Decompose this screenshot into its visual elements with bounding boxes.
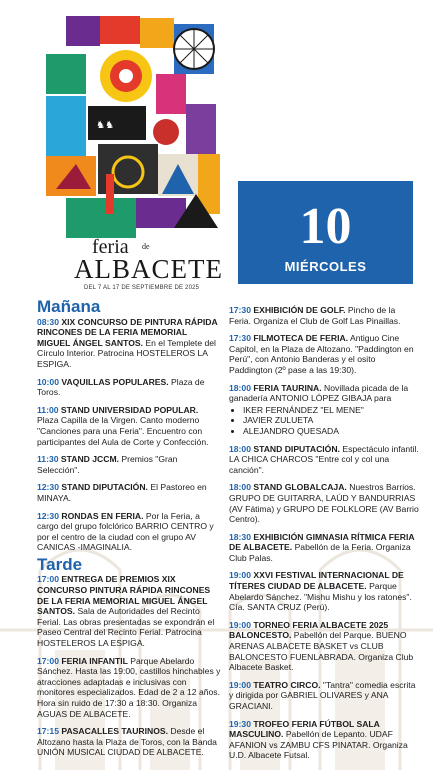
event-description: Pabellón de Lepanto. UDAF AFANION vs ZAMBU CFS PINATAR. Organiza U.D. Albacete Futsal. (229, 729, 408, 761)
event-time: 11:30 (37, 454, 59, 465)
event-title: FERIA INFANTIL (61, 655, 128, 666)
event-time: 19:00 (229, 679, 251, 690)
logo-feria: feria (92, 236, 129, 258)
event-title: RONDAS EN FERIA. (61, 510, 144, 521)
event-description: Espectáculo infantil. LA CHICA CHARCOS "Entre col y col una canción". (229, 443, 419, 475)
event-item (37, 726, 222, 758)
event-title: EXHIBICIÓN DE GOLF. (253, 305, 346, 315)
event-title: FILMOTECA DE FERIA. (253, 333, 349, 344)
event-title: TEATRO CIRCO. (253, 679, 321, 690)
event-time: 12:30 (37, 510, 59, 521)
event-time: 10:00 (37, 376, 59, 387)
event-sublist (229, 405, 419, 437)
logo-de: de (142, 242, 150, 251)
event-time: 11:00 (37, 404, 59, 415)
event-item (37, 574, 222, 648)
event-description: "Tantra" comedia escrita y dirigida por GABRIEL OLIVARES y ANA GRACIANI. (229, 679, 416, 711)
event-time: 17:00 (37, 574, 59, 585)
event-time: 19:30 (229, 718, 251, 729)
logo-dates: DEL 7 AL 17 DE SEPTIEMBRE DE 2025 (84, 285, 200, 291)
logo-albacete: ALBACETE (74, 254, 223, 284)
event-item (229, 570, 419, 612)
event-description: Novillada picada de la ganadería ANTONIO LÓPEZ GIBAJA para (229, 382, 409, 404)
event-description: Plaza Capilla de la Virgen. Canto moderno "Canciones para una Feria". Encuentro con participantes del Aula de Corte y Confección. (37, 415, 209, 447)
event-item (37, 377, 222, 398)
event-item (229, 333, 419, 375)
event-description: Nuestros Barrios. GRUPO DE GUITARRA, LAÚD Y BANDURRIAS (AV Fátima) y GRUPO DE FOLKLORE (AV Barrio Centro). (229, 482, 419, 525)
event-item (37, 405, 222, 447)
event-item (37, 454, 222, 475)
date-box (238, 181, 413, 284)
event-title: STAND GLOBALCAJA. (253, 482, 347, 493)
event-sublist-item: • IKER FERNÁNDEZ "EL MENE" (243, 405, 419, 416)
event-title: STAND DIPUTACIÓN. (61, 482, 148, 493)
event-time: 17:15 (37, 726, 59, 737)
event-sublist-item: • JAVIER ZULUETA (243, 415, 419, 426)
event-item (37, 482, 222, 503)
event-description: El Pastoreo en MINAYA. (37, 482, 207, 503)
event-title: ENTREGA DE PREMIOS XIX CONCURSO PINTURA RÁPIDA RINCONES DE LA FERIA MEMORIAL MIGUEL ÁNGEL SANTOS. (37, 574, 211, 617)
right-column (229, 305, 419, 768)
event-item (229, 482, 419, 524)
event-description: Pabellón de la Feria. Organiza Club Palas. (229, 542, 411, 563)
section-title-tarde: Tarde (37, 554, 83, 574)
tarde-event-list (37, 574, 222, 758)
event-title: VAQUILLAS POPULARES. (61, 376, 169, 387)
event-item (229, 719, 419, 761)
svg-text:♞♞: ♞♞ (96, 120, 114, 131)
event-title: STAND DIPUTACIÓN. (253, 443, 340, 454)
event-title: STAND UNIVERSIDAD POPULAR. (60, 404, 199, 415)
event-time: 18:30 (229, 531, 251, 542)
event-description: Pabellón del Parque. BUENO ARENAS ALBACETE BASKET vs CLUB BALONCESTO FUENLABRADA. Organiza Club Albacete Basket. (229, 630, 414, 673)
event-title: TORNEO FERIA ALBACETE 2025 BALONCESTO. (229, 619, 389, 641)
event-item (229, 680, 419, 712)
right-event-list (229, 305, 419, 761)
event-description: Desde el Altozano hasta la Plaza de Toros, con la Banda UNIÓN MUSICAL CIUDAD DE ALBACETE. (37, 726, 217, 758)
event-description: Sala de Autoridades del Recinto Ferial. Las obras presentadas se expondrán el Paseo Central del Recinto Ferial. Patrocina HOSTELEROS LA ESPIGA. (37, 606, 215, 649)
event-title: XIX CONCURSO DE PINTURA RÁPIDA RINCONES DE LA FERIA MEMORIAL MIGUEL ÁNGEL SANTOS. (37, 316, 218, 348)
event-item (229, 383, 419, 437)
event-item (229, 620, 419, 673)
feria-poster-illustration (46, 14, 222, 254)
date-weekday: MIÉRCOLES (284, 259, 367, 274)
event-time: 18:00 (229, 382, 251, 393)
event-item (229, 305, 419, 326)
manana-event-list (37, 317, 222, 553)
event-item (229, 532, 419, 564)
event-item (37, 511, 222, 553)
event-description: Premios "Gran Selección". (37, 454, 178, 475)
event-item (37, 317, 222, 370)
event-time: 19:00 (229, 619, 251, 630)
event-time: 19:00 (229, 570, 251, 581)
event-title: TROFEO FERIA FÚTBOL SALA MASCULINO. (229, 718, 380, 740)
event-description: Antiguo Cine Capitol, en la Plaza de Altozano. "Paddington en Perú", con Antonio Banderas y el osito Paddington (2º pase a las 19:30). (229, 333, 414, 375)
left-column (37, 297, 222, 765)
event-description: Parque Abelardo Sánchez. "Mishu Mishu y los ratones". Cía. SANTA CRUZ (Perú). (229, 581, 412, 613)
event-item (37, 656, 222, 720)
event-description: Por la Feria, a cargo del grupo folclórico BARRIO CENTRO y por el centro de la ciudad con el grupo AV CANICAS -IMAGINALIA. (37, 510, 214, 553)
event-title: FERIA TAURINA. (253, 382, 322, 393)
event-description: Parque Abelardo Sánchez. Hasta las 19:00, castillos hinchables y atracciones adaptadas e inclusivas con monitores especializados. Edad de 2 a 12 años. Hora sin ruido de 17:30 a 18:30. Organiza AGUAS DE ALBACETE. (37, 655, 221, 719)
event-item (229, 444, 419, 476)
event-description: En el Templete del Círculo Interior. Patrocina HOSTELEROS LA ESPIGA. (37, 337, 216, 369)
event-title: PASACALLES TAURINOS. (61, 726, 169, 737)
event-sublist-item: • ALEJANDRO QUESADA (243, 426, 419, 437)
event-description: Pincho de la Feria. Organiza el Club de Golf Las Pinaillas. (229, 305, 401, 326)
event-time: 17:30 (229, 305, 251, 315)
event-time: 18:00 (229, 443, 251, 454)
event-title: XXVI FESTIVAL INTERNACIONAL DE TÍTERES CIUDAD DE ALBACETE. (229, 570, 404, 592)
date-day-number: 10 (299, 198, 352, 255)
event-time: 17:00 (37, 655, 59, 666)
event-description: Plaza de Toros. (37, 376, 205, 398)
event-time: 18:00 (229, 482, 251, 493)
event-time: 08:30 (37, 316, 59, 327)
event-time: 12:30 (37, 482, 59, 493)
event-title: STAND JCCM. (60, 454, 119, 465)
event-title: EXHIBICIÓN GIMNASIA RÍTMICA FERIA DE ALBACETE. (229, 531, 415, 553)
event-time: 17:30 (229, 333, 251, 344)
section-title-manana: Mañana (37, 297, 101, 316)
